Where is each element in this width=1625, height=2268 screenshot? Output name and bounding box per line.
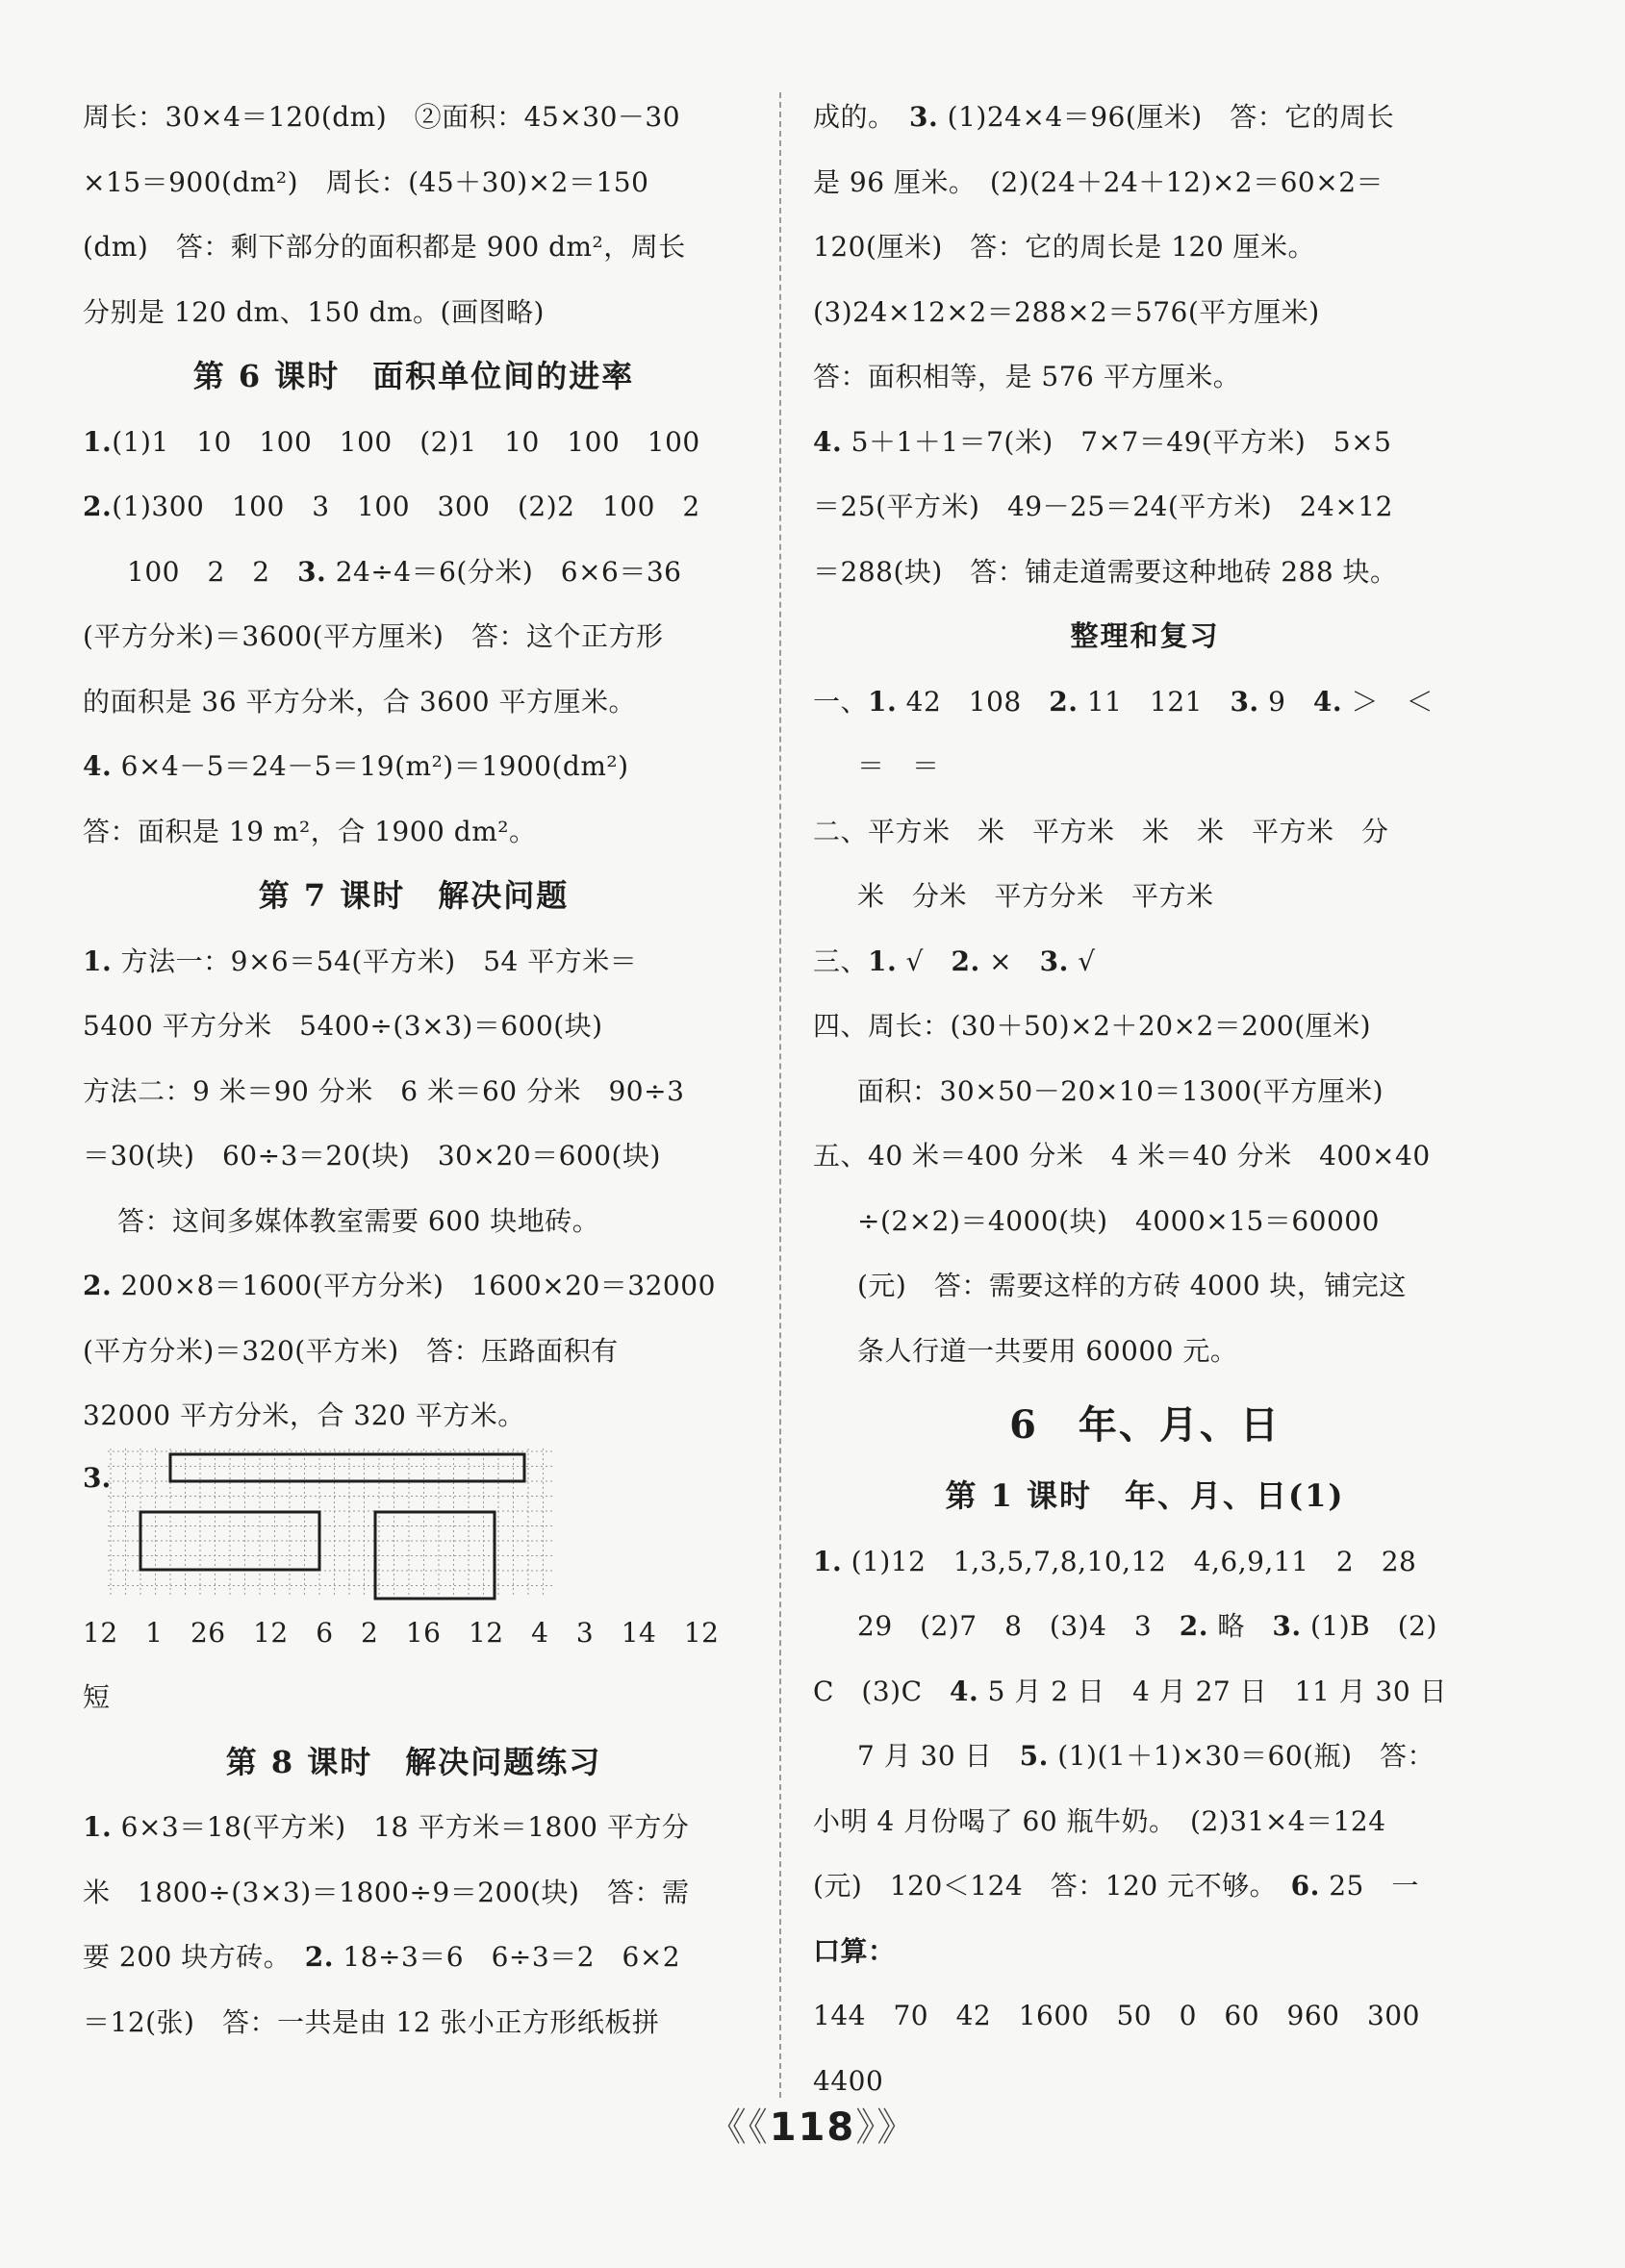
dotted-grid-figure (108, 1449, 560, 1600)
question-number: 2. (1049, 685, 1079, 718)
column-divider (779, 92, 781, 2098)
answer-text: 要 200 块方砖。 (83, 1941, 305, 1973)
left-column (83, 85, 745, 2054)
answer-text: 成的。 (813, 101, 910, 133)
answer-line (83, 1795, 745, 1860)
question-number: 1. (868, 685, 898, 718)
answer-line (83, 410, 745, 475)
answer-line (813, 410, 1477, 475)
text-line: 32000 平方分米，合 320 平方米。 (83, 1399, 525, 1431)
answer-line (813, 1529, 1477, 1595)
answer-line (813, 929, 1477, 995)
question-number: 4. (1312, 685, 1343, 718)
question-number: 1. (83, 945, 113, 977)
grid-lines (108, 1449, 555, 1598)
question-number: 3. (83, 1461, 112, 1494)
text-line: (平方分米)＝3600(平方厘米) 答：这个正方形 (83, 620, 664, 652)
text-line: ＝12(张) 答：一共是由 12 张小正方形纸板拼 (83, 2005, 660, 2038)
page-deco-left: 《《 (707, 2105, 770, 2150)
answer-text: (1)(1＋1)×30＝60(瓶) 答： (1048, 1740, 1435, 1772)
answer-text: 24÷4＝6(分米) 6×6＝36 (326, 555, 682, 588)
answer-text: 5＋1＋1＝7(米) 7×7＝49(平方米) 5×5 (842, 425, 1392, 458)
answer-text: 一、 (813, 685, 869, 718)
answer-text: 5 月 2 日 4 月 27 日 11 月 30 日 (978, 1675, 1448, 1707)
question-number: 3. (297, 555, 327, 588)
text-line: 120(厘米) 答：它的周长是 120 厘米。 (813, 231, 1316, 263)
section-heading: 第 7 课时 解决问题 (258, 877, 570, 914)
text-line: 方法二：9 米＝90 分米 6 米＝60 分米 90÷3 (83, 1074, 685, 1107)
answer-text: 方法一：9×6＝54(平方米) 54 平方米＝ (112, 945, 638, 977)
text-line: 答：面积是 19 m²，合 1900 dm²。 (83, 815, 537, 847)
grid-figure-row (83, 1449, 745, 1600)
question-number: 1. (83, 1811, 113, 1843)
question-number: 3. (909, 101, 939, 133)
section-heading: 第 8 课时 解决问题练习 (225, 1743, 602, 1780)
text-line: ×15＝900(dm²) 周长：(45＋30)×2＝150 (83, 165, 649, 198)
answer-line (83, 474, 745, 540)
question-number: 3. (1039, 945, 1069, 977)
answer-text: (1)1 10 100 100 (2)1 10 100 100 (112, 425, 700, 458)
text-line: (dm) 答：剩下部分的面积都是 900 dm²，周长 (83, 231, 686, 263)
text-line: 五、40 米＝400 分米 4 米＝40 分米 400×40 (813, 1140, 1431, 1172)
answer-text: (1)B (2) (1301, 1610, 1437, 1642)
question-number: 3. (1230, 685, 1259, 718)
page-deco-right: 》》 (855, 2105, 918, 2150)
oral-calc-label: 口算： (813, 1934, 896, 1967)
question-number: 4. (83, 750, 113, 782)
answer-text: 9 (1258, 685, 1313, 718)
answer-text: × (979, 945, 1040, 977)
text-line: ＝30(块) 60÷3＝20(块) 30×20＝600(块) (83, 1140, 661, 1172)
section-heading: 第 1 课时 年、月、日(1) (945, 1477, 1345, 1514)
question-number: 5. (1019, 1740, 1049, 1772)
answer-text: 29 (2)7 8 (3)4 3 (857, 1610, 1180, 1642)
answer-text: 200×8＝1600(平方分米) 1600×20＝32000 (112, 1270, 716, 1301)
text-line: ＝288(块) 答：铺走道需要这种地砖 288 块。 (813, 555, 1398, 588)
answer-line (813, 1724, 1477, 1789)
text-line: 4400 (813, 2064, 884, 2097)
answer-line (83, 1253, 745, 1319)
answer-text: 42 108 (897, 685, 1050, 718)
page-number (0, 2097, 1625, 2152)
unit-heading: 6 年、月、日 (1009, 1402, 1281, 1448)
text-line: 5400 平方分米 5400÷(3×3)＝600(块) (83, 1010, 603, 1042)
answer-line (813, 1659, 1477, 1725)
answer-line (813, 1594, 1477, 1659)
text-line: 米 1800÷(3×3)＝1800÷9＝200(块) 答：需 (83, 1876, 690, 1908)
answer-text: (1)24×4＝96(厘米) 答：它的周长 (938, 101, 1395, 133)
answer-text: (元) 120＜124 答：120 元不够。 (813, 1870, 1291, 1902)
answer-text: 略 (1207, 1610, 1273, 1642)
text-line: 答：面积相等，是 576 平方厘米。 (813, 361, 1241, 392)
answer-text: √ (1068, 945, 1096, 977)
text-line: 是 96 厘米。 (2)(24＋24＋12)×2＝60×2＝ (813, 165, 1384, 198)
text-line: 144 70 42 1600 50 0 60 960 300 (813, 2000, 1420, 2031)
answer-text: ＞ ＜ (1342, 685, 1435, 718)
question-number: 1. (83, 425, 113, 458)
answer-text: √ (897, 945, 952, 977)
answer-line (813, 85, 1477, 150)
text-line: (元) 答：需要这样的方砖 4000 块，铺完这 (857, 1270, 1407, 1301)
answer-line (83, 1925, 745, 1990)
question-number: 2. (83, 1270, 113, 1301)
text-line: 四、周长：(30＋50)×2＋20×2＝200(厘米) (813, 1010, 1372, 1042)
answer-text: (1)300 100 3 100 300 (2)2 100 2 (112, 491, 700, 522)
answer-text: 100 2 2 (127, 555, 298, 588)
long-rectangle (170, 1454, 524, 1481)
right-column (813, 85, 1477, 2113)
text-line: 面积：30×50－20×10＝1300(平方厘米) (857, 1074, 1384, 1107)
text-line: 条人行道一共要用 60000 元。 (857, 1334, 1238, 1367)
answer-text: 6×4－5＝24－5＝19(m²)＝1900(dm²) (112, 750, 629, 782)
question-number: 6. (1290, 1870, 1320, 1902)
text-line: 二、平方米 米 平方米 米 米 平方米 分 (813, 815, 1389, 847)
answer-line (813, 1853, 1477, 1919)
answer-text: 25 一 (1319, 1870, 1419, 1902)
section-heading: 整理和复习 (1070, 619, 1220, 652)
question-number: 4. (813, 425, 843, 458)
text-line: ＝25(平方米) 49－25＝24(平方米) 24×12 (813, 491, 1393, 522)
text-line: 短 (83, 1681, 111, 1713)
text-line: ÷(2×2)＝4000(块) 4000×15＝60000 (857, 1204, 1380, 1237)
text-line: 12 1 26 12 6 2 16 12 4 3 14 12 (83, 1616, 720, 1649)
text-line: 答：这间多媒体教室需要 600 块地砖。 (117, 1204, 600, 1237)
question-number: 1. (868, 945, 898, 977)
question-number: 1. (813, 1545, 843, 1577)
answer-text: 6×3＝18(平方米) 18 平方米＝1800 平方分 (112, 1811, 690, 1843)
question-number: 4. (950, 1675, 979, 1707)
text-line: 小明 4 月份喝了 60 瓶牛奶。 (2)31×4＝124 (813, 1804, 1386, 1837)
answer-line (83, 929, 745, 995)
answer-text: C (3)C (813, 1675, 951, 1707)
answer-text: (1)12 1,3,5,7,8,10,12 4,6,9,11 2 28 (842, 1545, 1417, 1577)
answer-text: 11 121 (1078, 685, 1231, 718)
text-line: (平方分米)＝320(平方米) 答：压路面积有 (83, 1334, 619, 1367)
section-heading: 第 6 课时 面积单位间的进率 (192, 358, 635, 394)
text-line: 分别是 120 dm、150 dm。(画图略) (83, 295, 545, 328)
question-number: 2. (951, 945, 980, 977)
question-number: 2. (1179, 1610, 1208, 1642)
answer-text: 三、 (813, 945, 869, 977)
answer-line (813, 669, 1477, 735)
question-number: 3. (1272, 1610, 1302, 1642)
text-line: (3)24×12×2＝288×2＝576(平方厘米) (813, 295, 1320, 328)
question-number: 2. (83, 491, 113, 522)
text-line: 周长：30×4＝120(dm) ②面积：45×30－30 (83, 101, 681, 133)
text-line: ＝ ＝ (857, 750, 940, 782)
answer-line (83, 540, 745, 605)
answer-text: 18÷3＝6 6÷3＝2 6×2 (333, 1941, 681, 1973)
page-number-value: 118 (769, 2105, 856, 2150)
text-line: 米 分米 平方分米 平方米 (857, 880, 1214, 912)
answer-text: 7 月 30 日 (857, 1740, 1020, 1772)
text-line: 的面积是 36 平方分米，合 3600 平方厘米。 (83, 685, 636, 718)
question-number: 2. (304, 1941, 334, 1973)
answer-line (83, 734, 745, 799)
